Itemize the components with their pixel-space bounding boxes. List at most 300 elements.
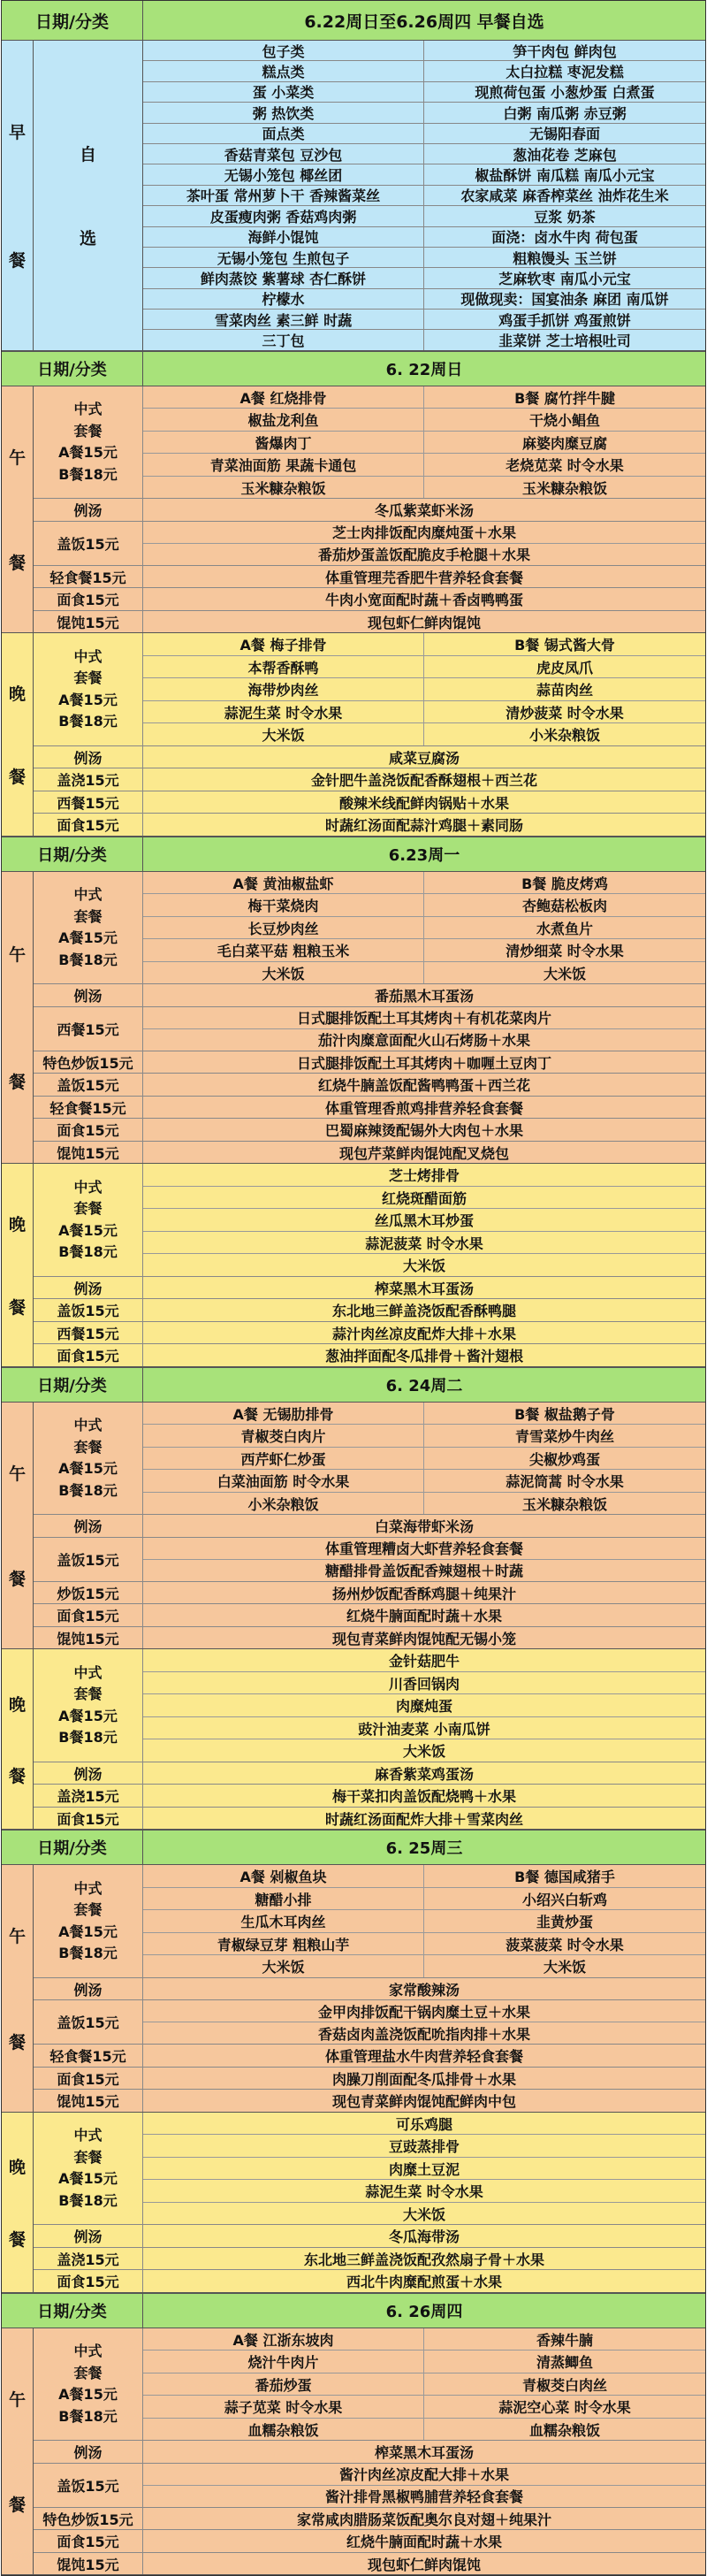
- lunch-extra-label: 例汤: [34, 984, 143, 1006]
- dinner-main-labels: [34, 1649, 143, 1762]
- lunch-dish: 清炒细菜 时令水果: [506, 943, 624, 960]
- lunch-extra-item: 日式腿排饭配土耳其烤肉＋有机花菜肉片: [143, 1007, 705, 1029]
- dinner-main-label: A餐15元: [58, 2170, 118, 2188]
- lunch-dish: 青椒绿豆芽 粗粮山芋: [143, 1933, 424, 1955]
- lunch-main-row: [143, 432, 705, 455]
- lunch-extra-label: 例汤: [34, 499, 143, 521]
- lunch-extra-item: 家常酸辣汤: [388, 1981, 460, 1999]
- lunch-main-row: [143, 2328, 705, 2351]
- dinner-dish: 虎皮凤爪: [536, 659, 593, 676]
- lunch-main-row: [143, 894, 705, 917]
- lunch-section: [2, 872, 705, 1165]
- lunch-dish: 韭黄炒蛋: [536, 1914, 593, 1931]
- lunch-extra-label: 面食15元: [34, 588, 143, 610]
- lunch-dish: 椒盐龙利鱼: [143, 409, 424, 431]
- lunch-extra-row: [34, 2045, 705, 2068]
- lunch-dish: A餐 红烧排骨: [143, 386, 424, 409]
- breakfast-cell: 农家咸菜 麻香榨菜丝 油炸花生米: [460, 187, 669, 205]
- dinner-dish: B餐 锡式酱大骨: [514, 637, 615, 654]
- breakfast-cell: 太白拉糕 枣泥发糕: [506, 64, 624, 81]
- lunch-extra-items: [143, 2000, 705, 2044]
- dinner-main-label: B餐18元: [58, 713, 118, 730]
- dinner-dish: 丝瓜黑木耳炒蛋: [143, 1209, 705, 1232]
- breakfast-cell: 糕点类: [143, 61, 424, 80]
- breakfast-row: [143, 227, 705, 248]
- breakfast-cell: 现做现卖：国宴油条 麻团 南瓜饼: [460, 291, 669, 309]
- dinner-main-label: B餐18元: [58, 1243, 118, 1261]
- dinner-section: [2, 1649, 705, 1830]
- lunch-main-row: [143, 1493, 705, 1515]
- day-category-label: 日期/分类: [2, 2294, 143, 2328]
- lunch-side-char: 午: [8, 447, 26, 468]
- dinner-extra-item: 榨菜黑木耳蛋汤: [374, 1280, 474, 1297]
- lunch-extra-row: [34, 2553, 705, 2575]
- breakfast-cell: 芝麻软枣 南瓜小元宝: [498, 271, 631, 287]
- lunch-dish: 尖椒炒鸡蛋: [528, 1450, 600, 1468]
- dinner-dish: 芝士烤排骨: [143, 1164, 705, 1187]
- lunch-dish: 小绍兴白斩鸡: [521, 1891, 607, 1908]
- lunch-extra-item: 番茄炒蛋盖饭配脆皮手枪腿＋水果: [317, 547, 530, 564]
- lunch-extra-row: [34, 1538, 705, 1582]
- lunch-extra-item: 家常咸肉腊肠菜饭配奥尔良对翅＋纯果汁: [296, 2511, 551, 2528]
- dinner-extra-row: [34, 1808, 705, 1830]
- lunch-main-labels: [34, 2328, 143, 2441]
- lunch-extra-row: [34, 1051, 705, 1074]
- lunch-extra-label: 西餐15元: [34, 1007, 143, 1051]
- lunch-extra-row: [34, 499, 705, 522]
- lunch-main-row: [143, 386, 705, 409]
- dinner-extra-row: [34, 746, 705, 769]
- dinner-dish: 肉糜炖蛋: [143, 1694, 705, 1717]
- day-date: 6. 24周二: [385, 1376, 463, 1395]
- lunch-dish: 血糯杂粮饭: [528, 2421, 600, 2439]
- lunch-extra-items: [143, 1538, 705, 1581]
- dinner-main-label: 套餐: [73, 1200, 103, 1218]
- lunch-side-label: [2, 872, 34, 1164]
- lunch-main-row: [143, 2351, 705, 2373]
- lunch-extra-row: [34, 984, 705, 1007]
- dinner-extra-row: [34, 1762, 705, 1785]
- lunch-extra-item: 红烧牛腩盖饭配酱鸭鸭蛋＋西兰花: [317, 1077, 530, 1095]
- dinner-extra-label: 盖浇15元: [34, 768, 143, 791]
- breakfast-cell: 椒盐酥饼 南瓜糕 南瓜小元宝: [475, 167, 655, 185]
- breakfast-meal-char: 早: [8, 122, 26, 142]
- day-header: [2, 1367, 705, 1403]
- dinner-extra-item: 梅干菜扣肉盖饭配烧鸭＋水果: [331, 1788, 516, 1806]
- lunch-extra-item: 茄汁肉糜意面配火山石烤肠＋水果: [317, 1032, 530, 1050]
- day-category-label: 日期/分类: [2, 1831, 143, 1864]
- lunch-dish: 杏鲍菇松板肉: [521, 898, 607, 915]
- breakfast-row: [143, 310, 705, 330]
- lunch-extra-item: 糖醋排骨盖饭配香辣翅根＋时蔬: [324, 1563, 523, 1580]
- dinner-dish: 川香回锅肉: [143, 1672, 705, 1695]
- dinner-main-label: A餐15元: [58, 1707, 118, 1724]
- breakfast-sub-char: 选: [79, 228, 96, 248]
- lunch-side-char: 餐: [8, 2032, 26, 2052]
- lunch-main-row: [143, 1933, 705, 1956]
- lunch-main-row: [143, 962, 705, 984]
- dinner-dish: 蒜泥菠菜 时令水果: [143, 1232, 705, 1255]
- lunch-dish: 麻婆肉糜豆腐: [521, 434, 607, 452]
- dinner-extra-label: 例汤: [34, 2225, 143, 2247]
- lunch-main-row: [143, 477, 705, 499]
- lunch-extra-item: 芝士肉排饭配肉糜炖蛋＋水果: [143, 522, 705, 544]
- lunch-extra-label: 轻食餐15元: [34, 1097, 143, 1119]
- breakfast-cell: 无锡小笼包 椰丝团: [143, 164, 424, 184]
- lunch-main-label: 套餐: [73, 907, 103, 925]
- dinner-side-char: 晚: [8, 2158, 26, 2178]
- breakfast-cell: 蛋 小菜类: [143, 82, 424, 102]
- dinner-dish: 本帮香酥鸭: [143, 656, 424, 678]
- lunch-dish: 蒜子苋菜 时令水果: [143, 2396, 424, 2418]
- lunch-section: [2, 386, 705, 634]
- lunch-main-block: [34, 2328, 705, 2442]
- lunch-main-label: 中式: [73, 401, 103, 418]
- lunch-section: [2, 1865, 705, 2113]
- lunch-extra-item: 现包青菜鲜肉馄饨配无锡小笼: [331, 1630, 516, 1647]
- dinner-main-label: 套餐: [73, 669, 103, 687]
- lunch-body: [34, 872, 705, 1164]
- lunch-dish: 生瓜木耳肉丝: [143, 1910, 424, 1932]
- breakfast-cell: 包子类: [143, 41, 424, 60]
- breakfast-row: [143, 268, 705, 288]
- breakfast-sub-label: [34, 41, 143, 350]
- lunch-extra-label: 馄饨15元: [34, 2553, 143, 2575]
- dinner-body: [34, 633, 705, 836]
- lunch-side-label: [2, 1403, 34, 1649]
- lunch-extra-item: 酱汁肉丝凉皮配大排＋水果: [143, 2464, 705, 2486]
- lunch-main-label: A餐15元: [58, 1922, 118, 1940]
- lunch-main-label: A餐15元: [58, 1460, 118, 1478]
- lunch-dish: B餐 腐竹拌牛腱: [514, 389, 615, 407]
- lunch-main-row: [143, 2373, 705, 2396]
- breakfast-cell: 韭菜饼 芝士培根吐司: [498, 333, 631, 350]
- lunch-main-block: [34, 1403, 705, 1516]
- day-header: [2, 351, 705, 386]
- lunch-extra-row: [34, 1627, 705, 1649]
- dinner-side-label: [2, 2113, 34, 2292]
- lunch-extra-label: 盖饭15元: [34, 2464, 143, 2507]
- dinner-extra-item: 咸菜豆腐汤: [388, 749, 460, 767]
- breakfast-row: [143, 144, 705, 164]
- dinner-extra-item: 时蔬红汤面配蒜汁鸡腿＋素同肠: [324, 817, 523, 835]
- dinner-section: [2, 1164, 705, 1367]
- lunch-dish: 玉米糠杂粮饭: [521, 1495, 607, 1513]
- breakfast-cell: 柠檬水: [143, 289, 424, 309]
- lunch-extra-items: [143, 522, 705, 565]
- lunch-main-row: [143, 1403, 705, 1426]
- dinner-main-row: [143, 723, 705, 745]
- lunch-main-label: A餐15元: [58, 444, 118, 462]
- day-date: 6.23周一: [388, 845, 460, 865]
- dinner-dish: 蒜泥生菜 时令水果: [143, 2180, 705, 2203]
- lunch-main-label: B餐18元: [58, 2407, 118, 2425]
- lunch-dish: 西芹虾仁炒蛋: [143, 1448, 424, 1470]
- lunch-extra-row: [34, 1142, 705, 1164]
- dinner-extra-row: [34, 768, 705, 791]
- lunch-main-row: [143, 1955, 705, 1977]
- lunch-extra-row: [34, 1097, 705, 1120]
- lunch-extra-item: 体重管理糟卤大虾营养轻食套餐: [143, 1538, 705, 1560]
- breakfast-cell: 海鲜小馄饨: [143, 227, 424, 247]
- dinner-dish: 豆豉蒸排骨: [143, 2135, 705, 2158]
- lunch-extra-item: 香菇卤肉盖浇饭配吮指肉排＋水果: [317, 2025, 530, 2043]
- dinner-body: [34, 1164, 705, 1366]
- dinner-extra-item: 东北地三鲜盖浇饭配香酥鸭腿: [331, 1303, 516, 1320]
- dinner-dish: 大米饭: [402, 1743, 445, 1761]
- breakfast-row: [143, 82, 705, 103]
- dinner-extra-row: [34, 814, 705, 836]
- lunch-dish: 白菜油面筋 时令水果: [143, 1470, 424, 1492]
- lunch-main-label: 中式: [73, 886, 103, 904]
- lunch-main-row: [143, 1448, 705, 1471]
- lunch-side-char: 午: [8, 1927, 26, 1947]
- lunch-dish: 老烧苋菜 时令水果: [506, 457, 624, 475]
- lunch-extra-item: 番茄黑木耳蛋汤: [374, 988, 474, 1005]
- dinner-extra-item: 葱油拌面配冬瓜排骨＋酱汁翅根: [324, 1348, 523, 1365]
- lunch-main-label: B餐18元: [58, 1945, 118, 1962]
- dinner-main-block: [34, 2113, 705, 2226]
- lunch-main-row: [143, 917, 705, 940]
- dinner-extra-row: [34, 1322, 705, 1345]
- dinner-extra-item: 蒜汁肉丝凉皮配炸大排＋水果: [331, 1325, 516, 1342]
- lunch-dish: 水煮鱼片: [536, 920, 593, 937]
- dinner-dish: 肉糜土豆泥: [143, 2158, 705, 2181]
- lunch-main-block: [34, 1865, 705, 1978]
- dinner-extra-label: 例汤: [34, 746, 143, 768]
- dinner-extra-item: 酸辣米线配鲜肉锅贴＋水果: [338, 794, 509, 812]
- lunch-extra-item: 体重管理香煎鸡排营养轻食套餐: [324, 1099, 523, 1117]
- breakfast-row: [143, 41, 705, 61]
- breakfast-rows: [143, 41, 705, 350]
- breakfast-row: [143, 103, 705, 123]
- breakfast-cell: 葱油花卷 芝麻包: [513, 146, 617, 164]
- lunch-extra-row: [34, 2508, 705, 2531]
- lunch-extra-label: 盖饭15元: [34, 1538, 143, 1581]
- dinner-dish: 清炒菠菜 时令水果: [506, 704, 624, 722]
- lunch-extra-item: 牛肉小宽面配时蔬＋香卤鸭鸭蛋: [324, 592, 523, 609]
- dinner-main-label: 中式: [73, 647, 103, 665]
- breakfast-cell: 鲜肉蒸饺 紫薯球 杏仁酥饼: [143, 268, 424, 287]
- dinner-dish: 小米杂粮饭: [528, 727, 600, 745]
- lunch-extra-label: 盖饭15元: [34, 522, 143, 565]
- lunch-extra-item: 酱汁排骨黑椒鸭脯营养轻食套餐: [324, 2488, 523, 2506]
- dinner-main-block: [34, 633, 705, 746]
- breakfast-cell: 茶叶蛋 常州萝卜干 香辣酱菜丝: [143, 186, 424, 205]
- lunch-extra-items: [143, 1007, 705, 1051]
- lunch-dish: A餐 江浙东坡肉: [143, 2328, 424, 2351]
- lunch-main-row: [143, 1470, 705, 1493]
- lunch-dish: 青椒茭白肉片: [143, 1425, 424, 1447]
- lunch-main-row: [143, 1888, 705, 1911]
- header-date-range: 6.22周日至6.26周四 早餐自选: [304, 11, 544, 32]
- lunch-extra-label: 面食15元: [34, 1119, 143, 1141]
- lunch-dish: 糖醋小排: [143, 1888, 424, 1910]
- lunch-extra-row: [34, 1007, 705, 1051]
- lunch-dish: B餐 椒盐鹅子骨: [514, 1405, 615, 1423]
- lunch-extra-label: 轻食餐15元: [34, 566, 143, 588]
- dinner-side-label: [2, 1649, 34, 1829]
- lunch-extra-label: 例汤: [34, 1978, 143, 2000]
- dinner-main-content: [143, 2113, 705, 2225]
- breakfast-cell: 雪菜肉丝 素三鲜 时蔬: [143, 310, 424, 329]
- dinner-extra-label: 盖饭15元: [34, 1299, 143, 1321]
- dinner-main-content: [143, 633, 705, 745]
- lunch-main-content: [143, 1865, 705, 1977]
- lunch-extra-row: [34, 588, 705, 611]
- dinner-extra-item: 西北牛肉糜配煎蛋＋水果: [346, 2274, 502, 2291]
- lunch-main-content: [143, 1403, 705, 1515]
- lunch-extra-row: [34, 2441, 705, 2464]
- dinner-extra-label: 面食15元: [34, 2270, 143, 2292]
- lunch-extra-label: 盖饭15元: [34, 2000, 143, 2044]
- lunch-extra-row: [34, 1515, 705, 1538]
- lunch-extra-item: 体重管理芫香肥牛营养轻食套餐: [324, 569, 523, 586]
- lunch-main-block: [34, 872, 705, 985]
- breakfast-section: [2, 41, 705, 351]
- lunch-dish: 酱爆肉丁: [143, 432, 424, 454]
- dinner-extra-label: 面食15元: [34, 814, 143, 836]
- lunch-main-label: 中式: [73, 1417, 103, 1434]
- lunch-dish: A餐 剁椒鱼块: [143, 1865, 424, 1887]
- lunch-extra-row: [34, 611, 705, 633]
- lunch-extra-row: [34, 1978, 705, 2001]
- lunch-extra-row: [34, 2090, 705, 2112]
- lunch-main-label: B餐18元: [58, 951, 118, 968]
- lunch-extra-row: [34, 2464, 705, 2508]
- lunch-dish: 大米饭: [543, 965, 586, 982]
- breakfast-cell: 粥 热饮类: [143, 103, 424, 122]
- lunch-extra-label: 面食15元: [34, 2068, 143, 2090]
- lunch-dish: 小米杂粮饭: [143, 1493, 424, 1515]
- dinner-extra-row: [34, 1299, 705, 1322]
- breakfast-row: [143, 330, 705, 349]
- day-date: 6. 25周三: [385, 1839, 463, 1859]
- lunch-extra-item: 肉臊刀削面配冬瓜排骨＋水果: [331, 2070, 516, 2088]
- breakfast-row: [143, 186, 705, 206]
- dinner-extra-row: [34, 1277, 705, 1300]
- dinner-main-content: [143, 1164, 705, 1276]
- breakfast-cell: 粗粮馒头 玉兰饼: [513, 249, 617, 267]
- day-category-label: 日期/分类: [2, 352, 143, 386]
- breakfast-meal-label: [2, 41, 34, 350]
- breakfast-cell: 豆浆 奶茶: [534, 208, 596, 225]
- menu-table: [1, 0, 706, 2576]
- lunch-side-char: 餐: [8, 1570, 26, 1590]
- lunch-dish: 血糯杂粮饭: [143, 2419, 424, 2441]
- breakfast-row: [143, 248, 705, 268]
- lunch-extra-row: [34, 1604, 705, 1627]
- lunch-extra-item: 白菜海带虾米汤: [374, 1518, 474, 1536]
- breakfast-row: [143, 124, 705, 144]
- lunch-side-label: [2, 1865, 34, 2112]
- lunch-main-content: [143, 2328, 705, 2441]
- lunch-dish: 青菜油面筋 果蔬卡通包: [143, 454, 424, 476]
- dinner-extra-item: 东北地三鲜盖浇饭配孜然扇子骨＋水果: [303, 2251, 544, 2268]
- dinner-main-label: A餐15元: [58, 691, 118, 708]
- dinner-side-char: 餐: [8, 1767, 26, 1787]
- breakfast-meal-char: 餐: [8, 250, 26, 271]
- breakfast-cell: 面点类: [143, 124, 424, 143]
- lunch-main-labels: [34, 386, 143, 499]
- breakfast-sub-char: 自: [79, 144, 96, 164]
- lunch-extra-row: [34, 1119, 705, 1142]
- lunch-main-label: 中式: [73, 2343, 103, 2360]
- lunch-extra-label: 馄饨15元: [34, 1627, 143, 1649]
- lunch-main-labels: [34, 872, 143, 984]
- dinner-extra-label: 面食15元: [34, 1808, 143, 1830]
- dinner-main-label: A餐15元: [58, 1221, 118, 1239]
- lunch-extra-label: 面食15元: [34, 1604, 143, 1626]
- dinner-dish: 蒜苗肉丝: [536, 682, 593, 699]
- lunch-extra-item: 红烧牛腩面配时蔬＋水果: [346, 1608, 502, 1625]
- lunch-dish: 番茄炒蛋: [143, 2373, 424, 2396]
- day-header: [2, 837, 705, 872]
- lunch-extra-label: 面食15元: [34, 2530, 143, 2552]
- lunch-main-row: [143, 409, 705, 432]
- lunch-body: [34, 1865, 705, 2112]
- dinner-extra-row: [34, 2225, 705, 2248]
- dinner-main-labels: [34, 1164, 143, 1276]
- day-date: 6. 22周日: [385, 360, 463, 379]
- lunch-extra-label: 盖饭15元: [34, 1074, 143, 1096]
- lunch-side-char: 餐: [8, 1073, 26, 1093]
- dinner-extra-row: [34, 1344, 705, 1366]
- day-date: 6. 26周四: [385, 2302, 463, 2321]
- lunch-extra-row: [34, 1074, 705, 1097]
- dinner-side-char: 餐: [8, 2229, 26, 2250]
- lunch-dish: 蒜泥空心菜 时令水果: [498, 2399, 631, 2417]
- lunch-main-content: [143, 386, 705, 499]
- lunch-dish: 菠菜菠菜 时令水果: [506, 1936, 624, 1953]
- dinner-main-content: [143, 1649, 705, 1762]
- dinner-dish: A餐 梅子排骨: [143, 633, 424, 655]
- breakfast-cell: 白粥 南瓜粥 赤豆粥: [503, 104, 627, 122]
- dinner-extra-label: 例汤: [34, 1762, 143, 1785]
- breakfast-row: [143, 289, 705, 310]
- lunch-dish: 青椒茭白肉丝: [521, 2376, 607, 2394]
- lunch-main-label: B餐18元: [58, 1481, 118, 1499]
- dinner-extra-label: 盖浇15元: [34, 1785, 143, 1807]
- lunch-side-label: [2, 386, 34, 633]
- lunch-body: [34, 386, 705, 633]
- lunch-extra-item: 冬瓜紫菜虾米汤: [374, 502, 474, 520]
- lunch-extra-row: [34, 1582, 705, 1605]
- lunch-extra-item: 金甲肉排饭配干锅肉糜土豆＋水果: [143, 2000, 705, 2022]
- lunch-extra-item: 扬州炒饭配香酥鸡腿＋纯果汁: [331, 1585, 516, 1602]
- dinner-dish: 大米饭: [402, 1257, 445, 1275]
- dinner-extra-item: 时蔬红汤面配炸大排＋雪菜肉丝: [324, 1810, 523, 1828]
- dinner-body: [34, 1649, 705, 1829]
- dinner-main-label: 中式: [73, 1663, 103, 1681]
- dinner-side-char: 餐: [8, 1298, 26, 1319]
- lunch-side-char: 餐: [8, 554, 26, 574]
- lunch-extra-items: [143, 2464, 705, 2507]
- lunch-dish: 干烧小鲳鱼: [528, 412, 600, 430]
- lunch-side-char: 午: [8, 1464, 26, 1484]
- menu-header: [2, 1, 705, 41]
- dinner-dish: 海带炒肉丝: [143, 678, 424, 700]
- dinner-extra-row: [34, 2248, 705, 2271]
- day-category-label: 日期/分类: [2, 1368, 143, 1402]
- dinner-side-label: [2, 1164, 34, 1366]
- breakfast-cell: 香菇青菜包 豆沙包: [143, 144, 424, 164]
- breakfast-cell: 面浇：卤水牛肉 荷包蛋: [491, 229, 638, 247]
- dinner-main-label: B餐18元: [58, 1729, 118, 1747]
- lunch-dish: 大米饭: [143, 1955, 424, 1977]
- lunch-dish: A餐 黄油椒盐虾: [143, 872, 424, 894]
- lunch-main-labels: [34, 1865, 143, 1977]
